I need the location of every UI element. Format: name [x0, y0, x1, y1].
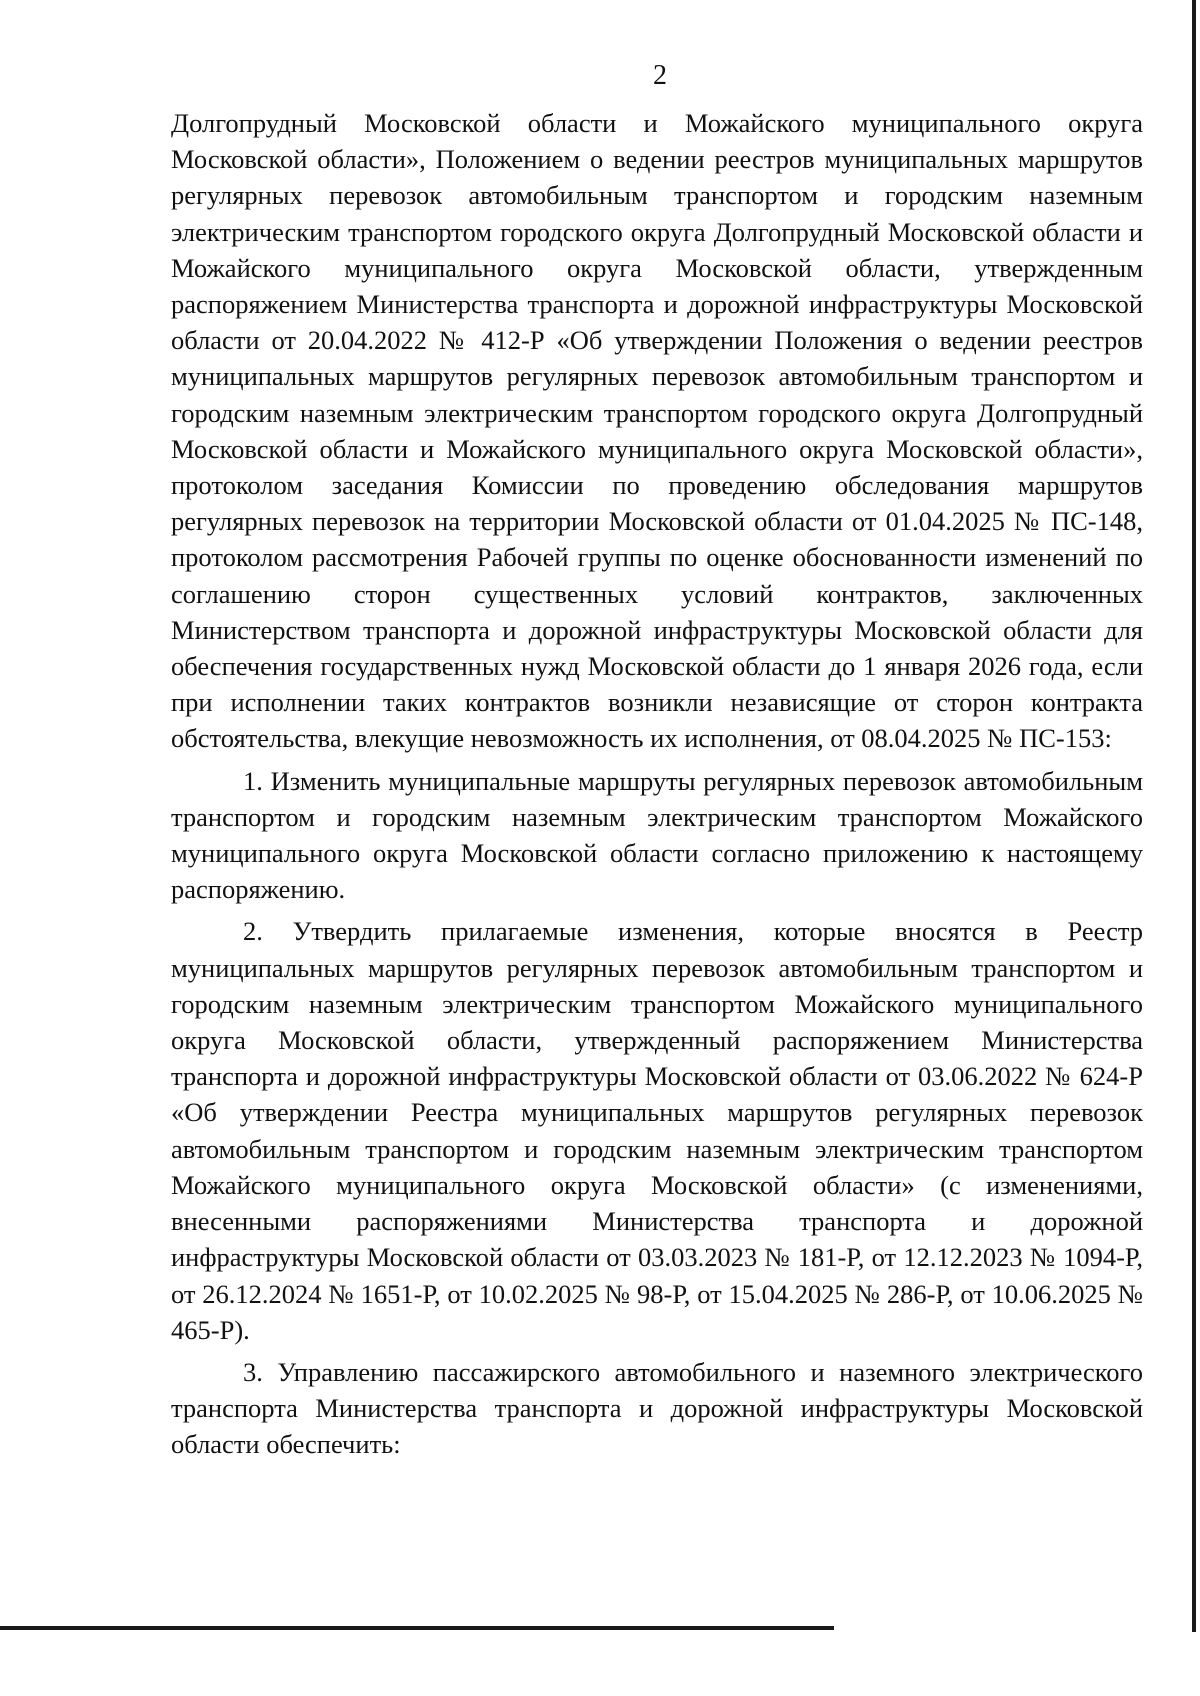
item-1-paragraph: 1. Изменить муниципальные маршруты регулярных перевозок автомобильным транспортом и городским наземным электрическим транспортом Можайского муниципального округа Московской области согласно приложению к настоящему распоряжению.	[171, 765, 1143, 905]
scan-edge-line	[1192, 0, 1196, 1632]
intro-paragraph: Долгопрудный Московской области и Можайского муниципального округа Московской области», Положением о ведении реестров муниципальных маршрутов регулярных перевозок автомобильным транспортом и городским наземным электрическим транспортом городского округа Долгопрудный Московской области и Можайского муниципального округа Московской области, утвержденным распоряжением Министерства транспорта и дорожной инфраструктуры Московской области от 20.04.2022 № 412-Р «Об утверждении Положения о ведении реестров муниципальных маршрутов регулярных перевозок автомобильным транспортом и городским наземным электрическим транспортом городского округа Долгопрудный Московской области и Можайского муниципального округа Московской области», протоколом заседания Комиссии по проведению обследования маршрутов регулярных перевозок на территории Московской области от 01.04.2025 № ПС-148, протоколом рассмотрения Рабочей группы по оценке обоснованности изменений по соглашению сторон существенных условий контрактов, заключенных Министерством транспорта и дорожной инфраструктуры Московской области для обеспечения государственных нужд Московской области до 1 января 2026 года, если при исполнении таких контрактов возникли независящие от сторон контракта обстоятельства, влекущие невозможность их исполнения, от 08.04.2025 № ПС-153:	[171, 108, 1143, 754]
scan-bottom-line	[0, 1626, 834, 1630]
page-number: 2	[653, 60, 667, 91]
item-2-paragraph: 2. Утвердить прилагаемые изменения, которые вносятся в Реестр муниципальных маршрутов регулярных перевозок автомобильным транспортом и городским наземным электрическим транспортом Можайского муниципального округа Московской области, утвержденный распоряжением Министерства транспорта и дорожной инфраструктуры Московской области от 03.06.2022 № 624-Р «Об утверждении Реестра муниципальных маршрутов регулярных перевозок автомобильным транспортом и городским наземным электрическим транспортом Можайского муниципального округа Московской области» (с изменениями, внесенными распоряжениями Министерства транспорта и дорожной инфраструктуры Московской области от 03.03.2023 № 181-Р, от 12.12.2023 № 1094-Р, от 26.12.2024 № 1651-Р, от 10.02.2025 № 98-Р, от 15.04.2025 № 286-Р, от 10.06.2025 № 465-Р).	[171, 916, 1143, 1345]
item-3-paragraph: 3. Управлению пассажирского автомобильного и наземного электрического транспорта Министерства транспорта и дорожной инфраструктуры Московской области обеспечить:	[171, 1356, 1143, 1460]
document-body	[171, 105, 1143, 1463]
